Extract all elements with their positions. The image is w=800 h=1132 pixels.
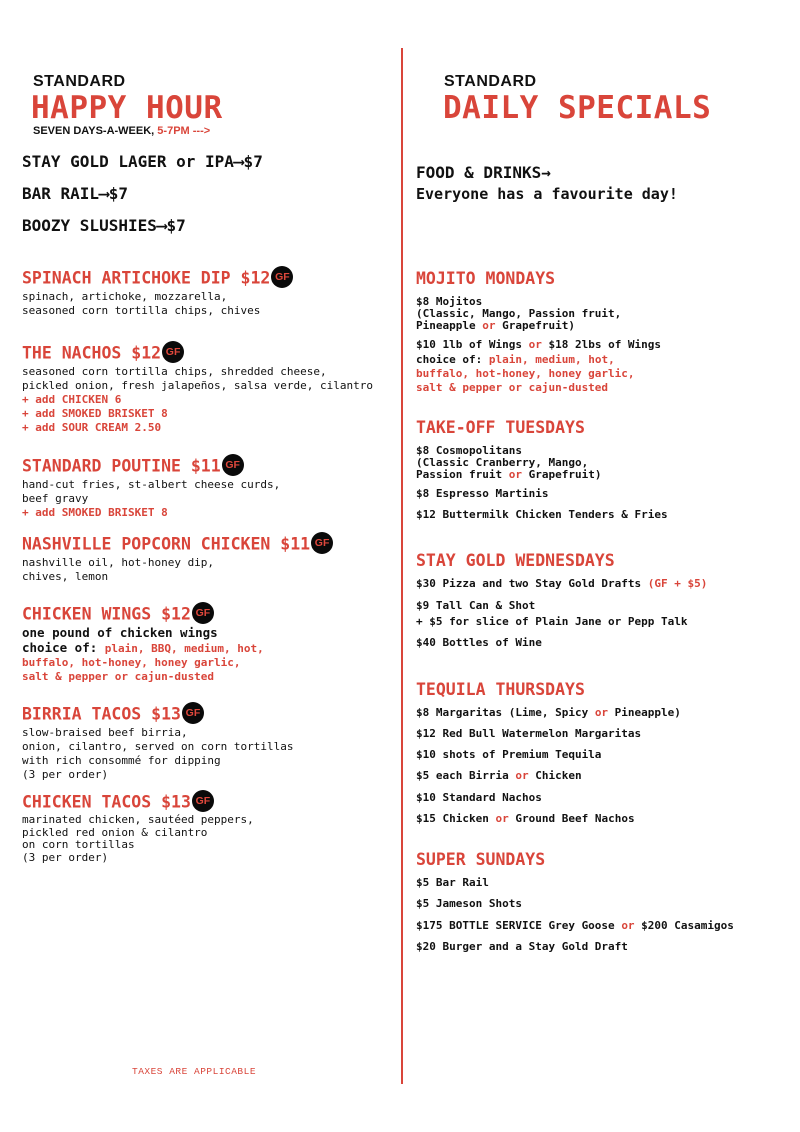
gluten-free-badge: GF — [222, 454, 244, 476]
happy-item-slushies: BOOZY SLUSHIES⟶$7 — [22, 216, 186, 235]
tagline: Everyone has a favourite day! — [416, 185, 678, 203]
menu-item-chicken-tacos — [22, 792, 254, 864]
addon-brisket: + add SMOKED BRISKET 8 — [22, 407, 168, 420]
menu-item-chicken-wings — [22, 604, 264, 684]
happy-hour-schedule — [33, 125, 210, 137]
thursday-red-bull: $12 Red Bull Watermelon Margaritas — [416, 727, 642, 740]
thursday-tequila-shots: $10 shots of Premium Tequila — [416, 748, 602, 761]
happy-item-lager: STAY GOLD LAGER or IPA⟶$7 — [22, 152, 263, 171]
monday-wing-choices: choice of: plain, medium, hot, buffalo, hot-honey, honey garlic, salt & pepper or cajun-dusted — [416, 353, 635, 394]
thursday-title: TEQUILA THURSDAYS — [416, 680, 585, 699]
sunday-bar-rail: $5 Bar Rail — [416, 876, 489, 889]
schedule-days: SEVEN DAYS-A-WEEK, — [33, 125, 158, 137]
gluten-free-badge: GF — [182, 702, 204, 724]
happy-hour-title: HAPPY HOUR — [31, 90, 223, 126]
happy-item-bar-rail: BAR RAIL⟶$7 — [22, 184, 128, 203]
wednesday-title: STAY GOLD WEDNESDAYS — [416, 551, 615, 570]
item-title: STANDARD POUTINE $11 — [22, 456, 221, 476]
item-title: SPINACH ARTICHOKE DIP $12 — [22, 268, 271, 288]
gluten-free-badge: GF — [311, 532, 333, 554]
daily-specials-kicker: STANDARD — [444, 73, 537, 90]
wednesday-slice-addon: + $5 for slice of Plain Jane or Pepp Talk — [416, 615, 688, 628]
item-title: CHICKEN TACOS $13 — [22, 792, 191, 812]
addon-sour-cream: + add SOUR CREAM 2.50 — [22, 421, 162, 434]
gluten-free-badge: GF — [192, 602, 214, 624]
tuesday-tenders: $12 Buttermilk Chicken Tenders & Fries — [416, 508, 668, 521]
food-drinks-label: FOOD & DRINKS→ — [416, 163, 551, 182]
addon-chicken: + add CHICKEN 6 — [22, 393, 122, 406]
item-title: NASHVILLE POPCORN CHICKEN $11 — [22, 534, 311, 554]
monday-title: MOJITO MONDAYS — [416, 269, 556, 288]
center-divider — [401, 48, 403, 1084]
item-description: seasoned corn tortilla chips, shredded cheese, pickled onion, fresh jalapeños, salsa verde, cilantro — [22, 365, 373, 392]
sunday-burger: $20 Burger and a Stay Gold Draft — [416, 940, 628, 953]
item-choice-line: choice of: plain, BBQ, medium, hot, — [22, 639, 264, 655]
wednesday-pizza: $30 Pizza and two Stay Gold Drafts (GF + $5) — [416, 577, 708, 590]
item-choice-line-3: salt & pepper or cajun-dusted — [22, 670, 215, 683]
schedule-time: 5-7PM ---> — [157, 125, 211, 137]
menu-item-poutine — [22, 456, 280, 520]
wednesday-tall-can: $9 Tall Can & Shot — [416, 599, 536, 612]
item-title: BIRRIA TACOS $13 — [22, 704, 181, 724]
thursday-chicken-nachos: $15 Chicken or Ground Beef Nachos — [416, 812, 635, 825]
sunday-title: SUPER SUNDAYS — [416, 850, 546, 869]
menu-item-popcorn-chicken — [22, 534, 333, 584]
item-description: hand-cut fries, st-albert cheese curds, beef gravy — [22, 478, 281, 505]
item-description: spinach, artichoke, mozzarella, seasoned corn tortilla chips, chives — [22, 290, 261, 317]
item-title: THE NACHOS $12 — [22, 343, 162, 363]
sunday-jameson: $5 Jameson Shots — [416, 897, 522, 910]
gluten-free-badge: GF — [192, 790, 214, 812]
menu-item-spinach-dip — [22, 268, 293, 318]
daily-specials-title: DAILY SPECIALS — [443, 90, 712, 126]
tuesday-espresso: $8 Espresso Martinis — [416, 487, 549, 500]
item-description: one pound of chicken wings — [22, 625, 218, 640]
addon-brisket: + add SMOKED BRISKET 8 — [22, 506, 168, 519]
tuesday-cosmopolitans: $8 Cosmopolitans (Classic Cranberry, Mango, Passion fruit or Grapefruit) — [416, 444, 602, 481]
thursday-birria: $5 each Birria or Chicken — [416, 769, 582, 782]
gluten-free-badge: GF — [271, 266, 293, 288]
item-description: slow-braised beef birria, onion, cilantro, served on corn tortillas with rich consommé for dipping (3 per order) — [22, 726, 294, 781]
monday-wings: $10 1lb of Wings or $18 2lbs of Wings — [416, 338, 662, 351]
item-title: CHICKEN WINGS $12 — [22, 604, 191, 624]
thursday-nachos: $10 Standard Nachos — [416, 791, 542, 804]
tuesday-title: TAKE-OFF TUESDAYS — [416, 418, 585, 437]
menu-item-birria-tacos — [22, 704, 294, 782]
thursday-margaritas: $8 Margaritas (Lime, Spicy or Pineapple) — [416, 706, 681, 719]
item-choice-line-2: buffalo, hot-honey, honey garlic, — [22, 656, 241, 669]
sunday-bottle-service: $175 BOTTLE SERVICE Grey Goose or $200 Casamigos — [416, 919, 734, 932]
happy-hour-kicker: STANDARD — [33, 73, 126, 90]
item-description: marinated chicken, sautéed peppers, pickled red onion & cilantro on corn tortillas (3 per order) — [22, 813, 254, 864]
menu-item-nachos — [22, 343, 373, 435]
monday-mojitos: $8 Mojitos (Classic, Mango, Passion fruit, Pineapple or Grapefruit) — [416, 295, 622, 332]
taxes-note: TAXES ARE APPLICABLE — [132, 1066, 257, 1077]
wednesday-wine: $40 Bottles of Wine — [416, 636, 542, 649]
item-description: nashville oil, hot-honey dip, chives, lemon — [22, 556, 215, 583]
gluten-free-badge: GF — [162, 341, 184, 363]
